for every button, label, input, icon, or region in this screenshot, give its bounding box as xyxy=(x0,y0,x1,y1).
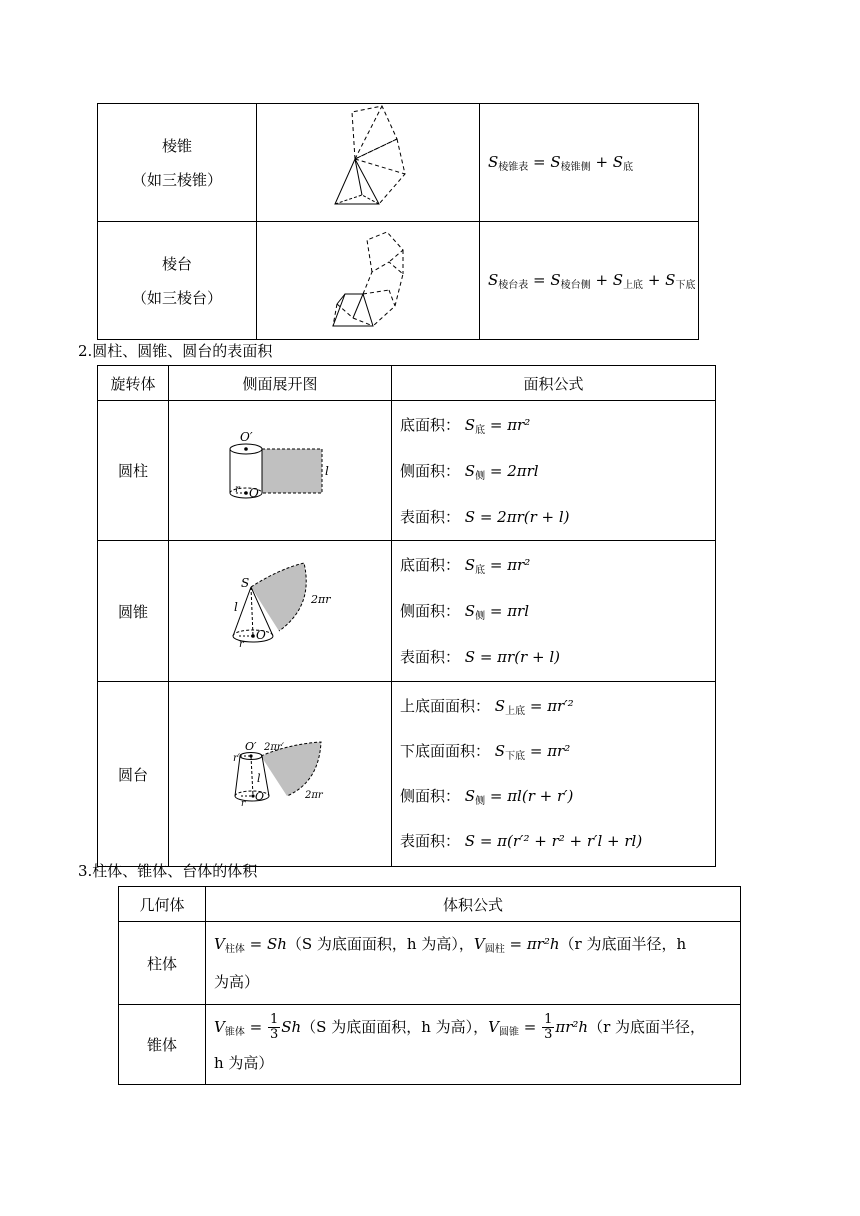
cylinder-net-figure xyxy=(169,401,392,541)
label-l: l xyxy=(234,600,238,614)
pyramid-area-formula: $S_{棱锥表} = S_{棱锥侧} + S_底$ xyxy=(480,104,699,222)
fraction-one-third: $\frac{1}{3}$ xyxy=(269,1012,279,1042)
table-row-frustum-name xyxy=(98,222,257,340)
section-3-title: 3.柱体、锥体、台体的体积 xyxy=(78,862,258,880)
label-o: O xyxy=(256,628,266,642)
header-solid: 旋转体 xyxy=(98,366,169,401)
cone-formulas xyxy=(392,541,716,682)
cylinder-surface-area: 表面积： S = 2πr(r + l) xyxy=(400,507,570,526)
solid-name: 棱锥 xyxy=(161,136,192,155)
label-o-prime: O′ xyxy=(245,740,257,753)
cone-surface-area: 表面积： S = πr(r + l) xyxy=(400,648,560,666)
label-s: S xyxy=(241,576,250,590)
frustum-lateral-area: 侧面积： $S_侧 = \pi l(r + r')$ xyxy=(400,787,574,807)
table-row-pyramid-name xyxy=(98,104,257,222)
label-l: l xyxy=(257,772,261,785)
prism-volume-formula: $V_{柱体} = Sh(S$ 为底面面积，h 为高），$V_{圆柱} = \pi r^2h(r$ 为底面半径，h 为高） xyxy=(206,922,741,1005)
label-r: r xyxy=(239,639,244,650)
section-2-title: 2.圆柱、圆锥、圆台的表面积 xyxy=(78,342,273,360)
cylinder-base-area: 底面积： $S_底 = \pi r^2$ xyxy=(400,415,531,436)
label-r: r xyxy=(241,799,246,809)
frustum-top-area: 上底面面积： $S_{上底} = \pi r'^2$ xyxy=(400,697,574,717)
frustum-area-formula: $S_{棱台表} = S_{棱台侧} + S_{上底} + S_{下底}$ xyxy=(480,222,699,340)
volume-table xyxy=(118,886,741,1085)
cone-name: 圆锥 xyxy=(98,541,169,682)
label-arc-top: 2πr′ xyxy=(264,742,284,753)
pyramid-net-figure xyxy=(257,104,480,222)
pyramid-area-table xyxy=(97,103,699,340)
frustum-formulas xyxy=(392,682,716,867)
cone-lateral-area: 侧面积： $S_侧 = \pi rl$ xyxy=(400,602,530,622)
cone-net-figure xyxy=(169,541,392,682)
header-net: 侧面展开图 xyxy=(169,366,392,401)
label-o: O xyxy=(255,790,265,803)
frustum-net-figure xyxy=(257,222,480,340)
label-o-prime: O′ xyxy=(240,430,253,444)
solid-example: （如三棱台） xyxy=(131,288,222,307)
cylinder-lateral-area: 侧面积： $S_侧 = 2\pi rl$ xyxy=(400,461,539,482)
rotation-solid-area-table xyxy=(97,365,716,867)
cone-volume-formula: $V_{锥体}$ = $\frac{1}{3}$ Sh（S 为底面面积，h 为高），$V_{圆锥}$ = $\frac{1}{3}$ πr²h（r 为底面半径， h 为高） xyxy=(206,1005,741,1085)
frustum-name: 圆台 xyxy=(98,682,169,867)
label-arc: 2πr xyxy=(311,593,331,606)
label-o: O xyxy=(249,486,259,500)
frustum-cone-net-figure xyxy=(169,682,392,867)
frustum-bottom-area: 下底面面积： $S_{下底} = \pi r^2$ xyxy=(400,742,571,762)
solid-example: （如三棱锥） xyxy=(131,170,222,189)
label-r-prime: r′ xyxy=(233,753,241,764)
header-volume-formula: 体积公式 xyxy=(206,887,741,922)
cone-base-area: 底面积： $S_底 = \pi r^2$ xyxy=(400,556,531,576)
fraction-one-third: $\frac{1}{3}$ xyxy=(544,1012,553,1042)
header-formula: 面积公式 xyxy=(392,366,716,401)
header-solid: 几何体 xyxy=(119,887,206,922)
label-l: l xyxy=(325,464,329,478)
cylinder-name: 圆柱 xyxy=(98,401,169,541)
prism-name: 柱体 xyxy=(119,922,206,1005)
solid-name: 棱台 xyxy=(161,254,192,273)
label-r: r xyxy=(235,484,240,495)
frustum-surface-area: 表面积： S = π(r′² + r² + r′l + rl) xyxy=(400,832,643,850)
cone-volume-name: 锥体 xyxy=(119,1005,206,1085)
cylinder-formulas xyxy=(392,401,716,541)
label-arc: 2πr xyxy=(305,790,323,801)
